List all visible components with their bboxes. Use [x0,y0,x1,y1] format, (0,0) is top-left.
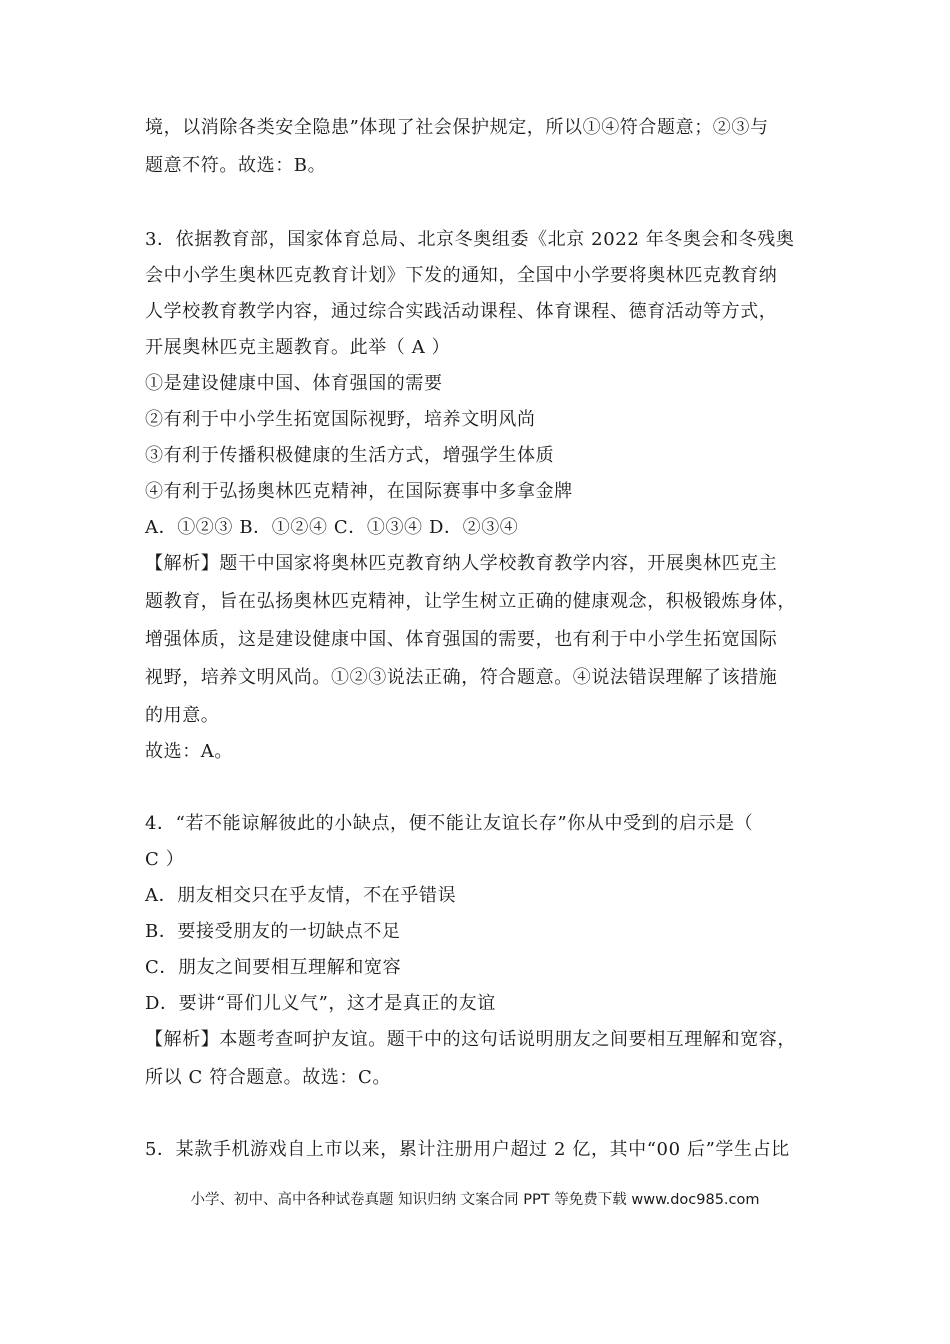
q3-answer: 故选：A。 [145,741,233,762]
q3-analysis-line-1: 【解析】题干中国家将奥林匹克教育纳人学校教育教学内容，开展奥林匹克主 [145,553,778,574]
prev-answer-line-1: 境，以消除各类安全隐患”体现了社会保护规定，所以①④符合题意；②③与 [145,117,769,138]
q3-analysis-line-4: 视野，培养文明风尚。①②③说法正确，符合题意。④说法错误理解了该措施 [145,667,778,688]
q4-option-b: B．要接受朋友的一切缺点不足 [145,921,401,942]
q3-stem-line-2: 会中小学生奥林匹克教育计划》下发的通知，全国中小学要将奥林匹克教育纳 [145,265,778,286]
q4-stem-line-1: 4．“若不能谅解彼此的小缺点，便不能让友谊长存”你从中受到的启示是（ [145,813,754,834]
prev-answer-line-2: 题意不符。故选：B。 [145,155,327,176]
q3-item-3: ③有利于传播积极健康的生活方式，增强学生体质 [145,445,555,466]
q3-options: A．①②③ B．①②④ C．①③④ D．②③④ [145,517,519,538]
q3-item-2: ②有利于中小学生拓宽国际视野，培养文明风尚 [145,409,536,430]
page-footer: 小学、初中、高中各种试卷真题 知识归纳 文案合同 PPT 等免费下载 www.doc985.com [190,1192,760,1208]
q3-analysis-line-5: 的用意。 [145,705,220,726]
q4-stem-line-2: C ） [145,849,185,870]
q3-analysis-line-2: 题教育，旨在弘扬奥林匹克精神，让学生树立正确的健康观念，积极锻炼身体， [145,591,796,612]
q3-item-4: ④有利于弘扬奥林匹克精神，在国际赛事中多拿金牌 [145,481,573,502]
q4-option-d: D．要讲“哥们儿义气”，这才是真正的友谊 [145,993,496,1014]
q3-item-1: ①是建设健康中国、体育强国的需要 [145,373,443,394]
q4-analysis-line-2: 所以 C 符合题意。故选：C。 [145,1067,391,1088]
q3-analysis-line-3: 增强体质，这是建设健康中国、体育强国的需要，也有利于中小学生拓宽国际 [145,629,778,650]
q3-stem-line-4: 开展奥林匹克主题教育。此举（ A ） [145,337,451,358]
q3-stem-line-3: 人学校教育教学内容，通过综合实践活动课程、体育课程、德育活动等方式， [145,301,778,322]
q5-stem-line-1: 5．某款手机游戏自上市以来，累计注册用户超过 2 亿，其中“00 后”学生占比 [145,1139,790,1160]
q4-option-a: A．朋友相交只在乎友情，不在乎错误 [145,885,457,906]
q4-analysis-line-1: 【解析】本题考查呵护友谊。题干中的这句话说明朋友之间要相互理解和宽容， [145,1029,796,1050]
q3-stem-line-1: 3．依据教育部，国家体育总局、北京冬奥组委《北京 2022 年冬奥会和冬残奥 [145,229,795,250]
q4-option-c: C．朋友之间要相互理解和宽容 [145,957,402,978]
